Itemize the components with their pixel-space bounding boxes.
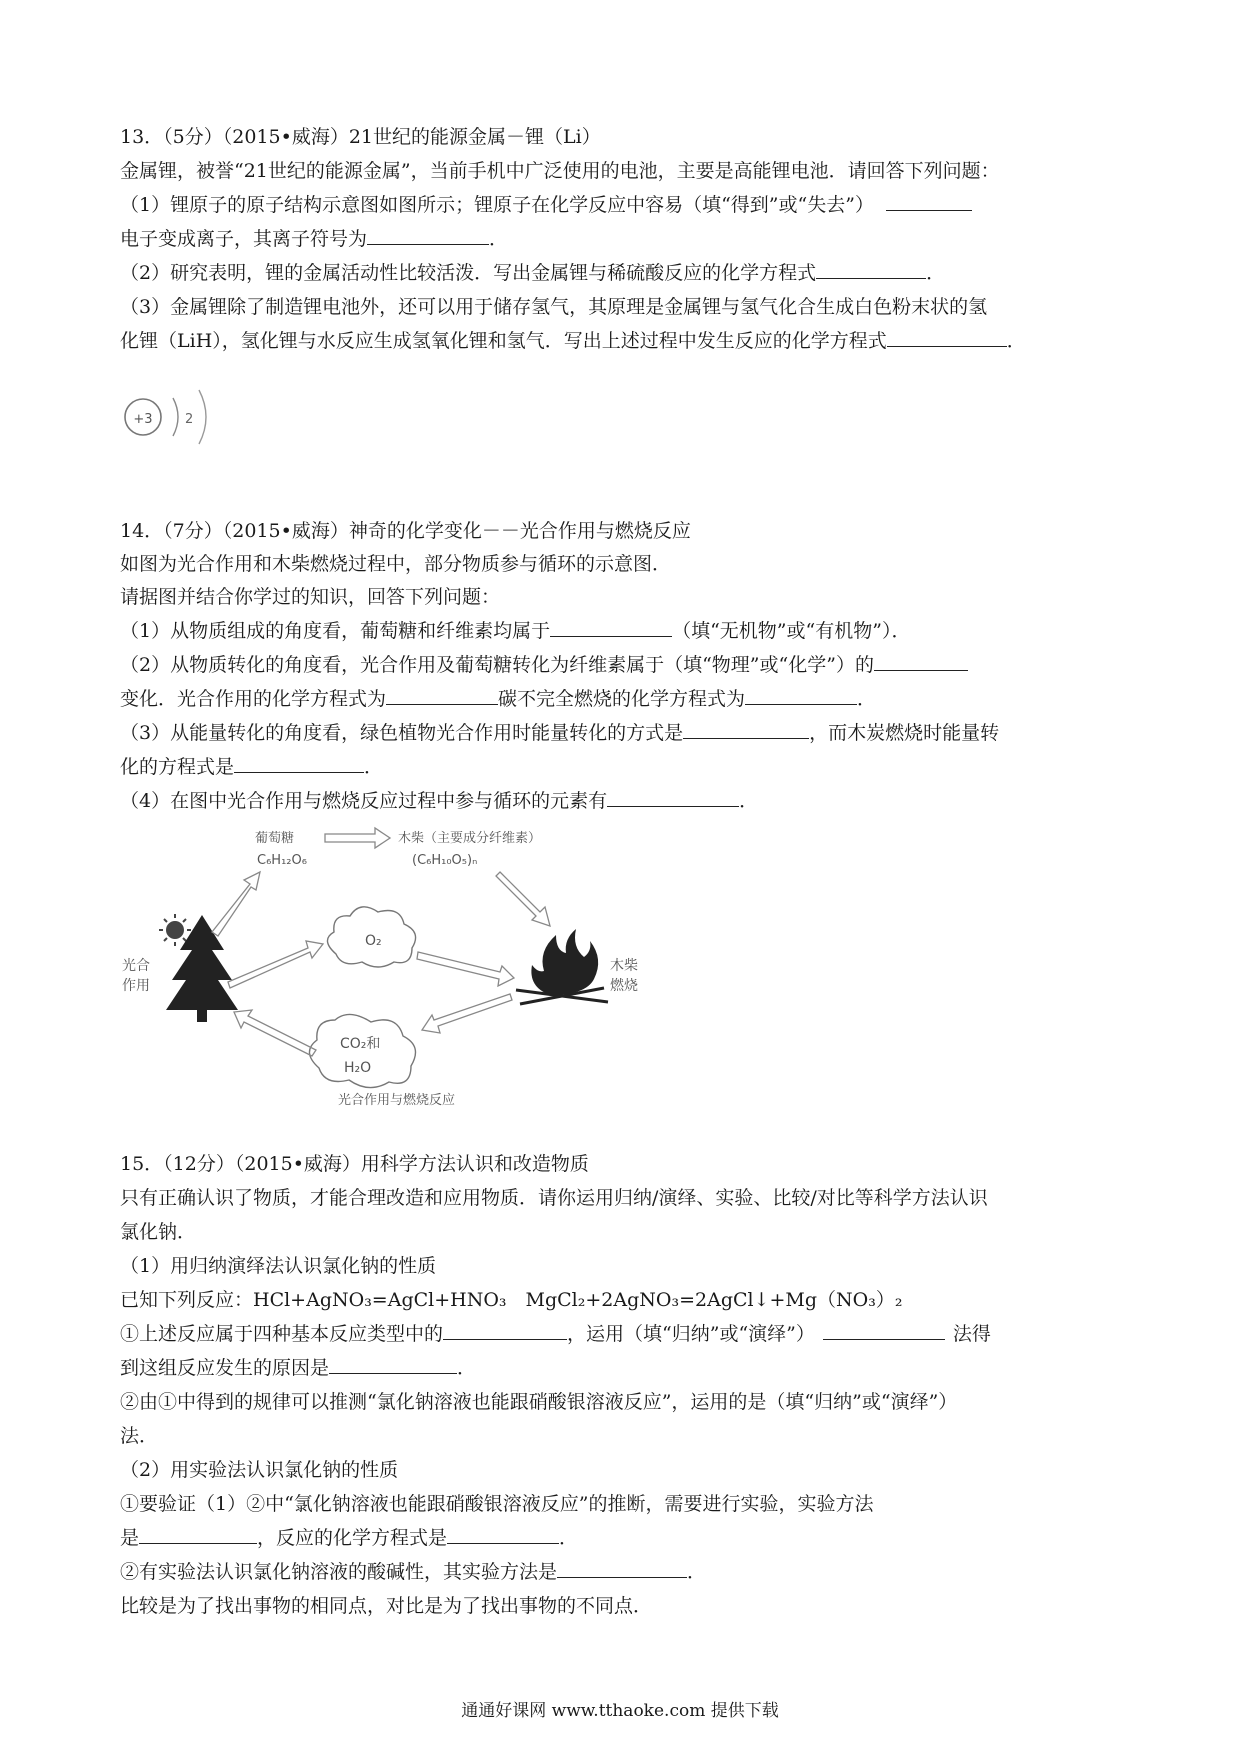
arrow-co2-to-tree bbox=[234, 1010, 316, 1056]
glucose-formula: C₆H₁₂O₆ bbox=[257, 853, 307, 868]
q15-line-5: ①上述反应属于四种基本反应类型中的 ，运用（填“归纳”或“演绎”） 法得 bbox=[120, 1323, 991, 1345]
answer-blank[interactable] bbox=[329, 1355, 457, 1374]
photosynthesis-label-2: 作用 bbox=[122, 978, 150, 994]
q15-line-6: 到这组反应发生的原因是 ． bbox=[120, 1357, 477, 1379]
q15-line-3: （1）用归纳演绎法认识氯化钠的性质 bbox=[120, 1255, 437, 1277]
q15-title: 15．（12分）（2015•威海）用科学方法认识和改造物质 bbox=[120, 1153, 589, 1175]
arrow-fire-to-co2 bbox=[422, 994, 512, 1033]
photosynthesis-label-1: 光合 bbox=[122, 958, 150, 974]
shell-1-electrons: 2 bbox=[185, 412, 194, 427]
h2o-label: H₂O bbox=[344, 1060, 372, 1076]
answer-blank[interactable] bbox=[367, 226, 489, 245]
q14-line-8: （4）在图中光合作用与燃烧反应过程中参与循环的元素有 ． bbox=[120, 790, 759, 812]
electron-shell-1 bbox=[173, 398, 178, 436]
answer-blank[interactable] bbox=[607, 788, 739, 807]
nucleus-charge: +3 bbox=[133, 412, 153, 427]
photosynthesis-combustion-cycle-diagram bbox=[120, 820, 720, 1110]
q13-line-2: （1）锂原子的原子结构示意图如图所示；锂原子在化学反应中容易（填“得到”或“失去”） bbox=[120, 191, 972, 219]
q15-line-9: （2）用实验法认识氯化钠的性质 bbox=[120, 1459, 399, 1481]
glucose-label: 葡萄糖 bbox=[255, 831, 295, 846]
answer-blank[interactable] bbox=[887, 328, 1007, 347]
answer-blank[interactable] bbox=[683, 720, 809, 739]
answer-blank[interactable] bbox=[447, 1525, 559, 1544]
q15-line-12: ②有实验法认识氯化钠溶液的酸碱性，其实验方法是 ． bbox=[120, 1561, 707, 1583]
q14-line-5: 变化．光合作用的化学方程式为 碳不完全燃烧的化学方程式为 ． bbox=[120, 688, 877, 710]
wood-label: 木柴（主要成分纤维素） bbox=[398, 831, 542, 846]
q13-line-4: （2）研究表明，锂的金属活动性比较活泼．写出金属锂与稀硫酸反应的化学方程式 ． bbox=[120, 262, 946, 284]
q14-line-1: 如图为光合作用和木柴燃烧过程中，部分物质参与循环的示意图． bbox=[120, 553, 672, 575]
electron-shell-2 bbox=[199, 390, 206, 444]
q15-line-1: 只有正确认识了物质，才能合理改造和应用物质．请你运用归纳/演绎、实验、比较/对比等科学方法认识 bbox=[120, 1187, 988, 1209]
answer-blank[interactable] bbox=[443, 1321, 567, 1340]
diagram-caption: 光合作用与燃烧反应 bbox=[338, 1093, 456, 1108]
answer-blank[interactable] bbox=[139, 1525, 257, 1544]
q14-title: 14．（7分）（2015•威海）神奇的化学变化－－光合作用与燃烧反应 bbox=[120, 520, 691, 542]
answer-blank[interactable] bbox=[234, 754, 364, 773]
q15-line-8: 法． bbox=[120, 1425, 159, 1447]
q14-line-7: 化的方程式是 ． bbox=[120, 756, 384, 778]
page-footer: 通通好课网 www.tthaoke.com 提供下载 bbox=[461, 1701, 779, 1721]
q13-line-5: （3）金属锂除了制造锂电池外，还可以用于储存氢气，其原理是金属锂与氢气化合生成白色粉末状的氢 bbox=[120, 296, 988, 318]
answer-blank[interactable] bbox=[550, 618, 672, 637]
q13-line-6: 化锂（LiH），氢化锂与水反应生成氢氧化锂和氢气．写出上述过程中发生反应的化学方程式 ． bbox=[120, 330, 1026, 352]
q15-line-10: ①要验证（1）②中“氯化钠溶液也能跟硝酸银溶液反应”的推断，需要进行实验，实验方法 bbox=[120, 1493, 874, 1515]
q14-line-6: （3）从能量转化的角度看，绿色植物光合作用时能量转化的方式是 ，而木炭燃烧时能量转 bbox=[120, 722, 1000, 744]
arrow-glucose-to-wood bbox=[325, 828, 390, 848]
arrow-wood-to-fire bbox=[496, 872, 550, 926]
q13-title: 13．（5分）（2015•威海）21世纪的能源金属－锂（Li） bbox=[120, 126, 601, 148]
answer-blank[interactable] bbox=[386, 686, 498, 705]
burning-label-1: 木柴 bbox=[610, 958, 638, 974]
q15-line-13: 比较是为了找出事物的相同点，对比是为了找出事物的不同点． bbox=[120, 1595, 653, 1617]
answer-blank[interactable] bbox=[886, 192, 972, 211]
answer-blank[interactable] bbox=[745, 686, 857, 705]
answer-blank[interactable] bbox=[874, 652, 968, 671]
q15-line-4: 已知下列反应：HCl+AgNO₃=AgCl+HNO₃ MgCl₂+2AgNO₃=2AgCl↓+Mg（NO₃）₂ bbox=[120, 1289, 903, 1311]
arrow-tree-to-glucose bbox=[212, 872, 260, 936]
q14-line-2: 请据图并结合你学过的知识，回答下列问题： bbox=[120, 586, 501, 608]
q15-line-11: 是 ，反应的化学方程式是 ． bbox=[120, 1527, 579, 1549]
q15-line-2: 氯化钠． bbox=[120, 1221, 197, 1243]
answer-blank[interactable] bbox=[823, 1321, 945, 1340]
lithium-atom-diagram bbox=[115, 370, 235, 460]
answer-blank[interactable] bbox=[557, 1559, 687, 1578]
q13-line-3: 电子变成离子，其离子符号为 ． bbox=[120, 228, 509, 250]
o2-label: O₂ bbox=[365, 933, 382, 949]
q13-line-1: 金属锂，被誉“21世纪的能源金属”，当前手机中广泛使用的电池，主要是高能锂电池．请回答下列问题： bbox=[120, 160, 1000, 182]
q14-line-4: （2）从物质转化的角度看，光合作用及葡萄糖转化为纤维素属于（填“物理”或“化学”）的 bbox=[120, 651, 968, 679]
wood-formula: (C₆H₁₀O₅)ₙ bbox=[412, 853, 478, 868]
q15-line-7: ②由①中得到的规律可以推测“氯化钠溶液也能跟硝酸银溶液反应”，运用的是（填“归纳”或“演绎”） bbox=[120, 1391, 958, 1413]
burning-label-2: 燃烧 bbox=[610, 978, 638, 994]
co2-label: CO₂和 bbox=[340, 1036, 381, 1052]
arrow-o2-to-fire bbox=[417, 952, 514, 986]
answer-blank[interactable] bbox=[816, 260, 926, 279]
q14-line-3: （1）从物质组成的角度看，葡萄糖和纤维素均属于 （填“无机物”或“有机物”）． bbox=[120, 620, 911, 642]
arrow-tree-to-o2 bbox=[228, 941, 323, 988]
fire-icon bbox=[531, 929, 598, 995]
